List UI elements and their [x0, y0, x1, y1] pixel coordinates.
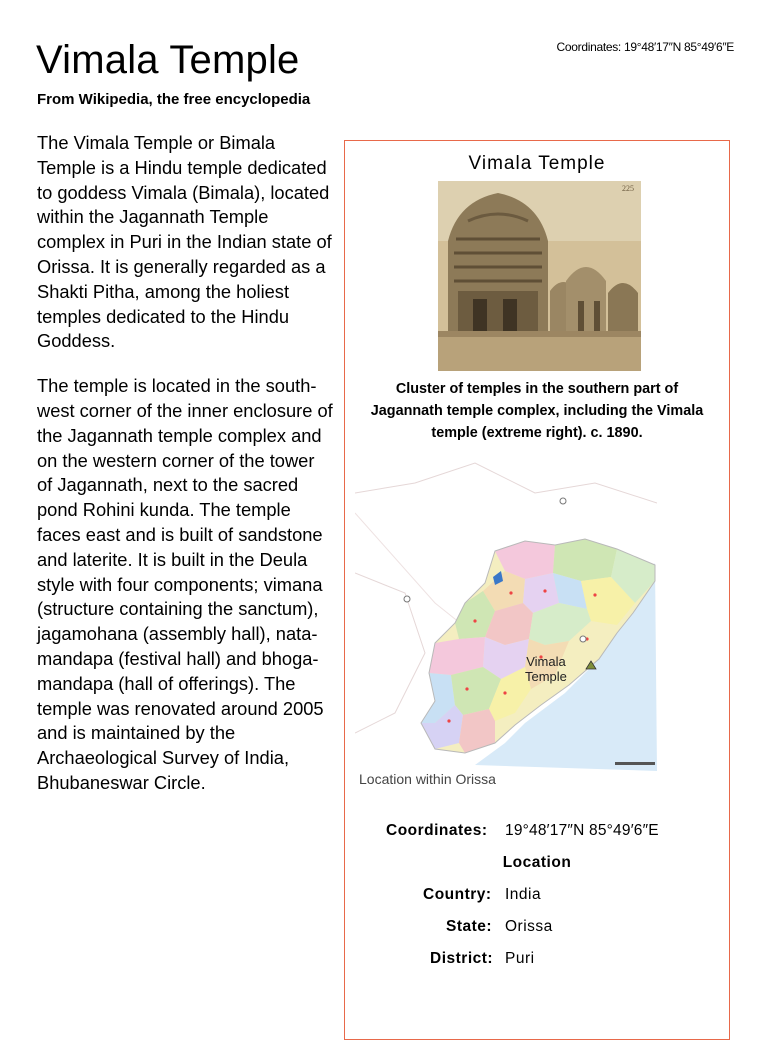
state-label: State:	[446, 918, 493, 935]
map-marker-label	[525, 654, 567, 684]
coordinates-value[interactable]: 19°48′17″N 85°49′6″E	[505, 822, 659, 839]
map-caption: Location within Orissa	[359, 771, 496, 787]
page-subtitle: From Wikipedia, the free encyclopedia	[37, 91, 311, 108]
location-map[interactable]	[355, 453, 657, 771]
country-label: Country:	[423, 886, 492, 903]
map-label-line: Vimala	[526, 654, 566, 669]
country-value[interactable]: India	[505, 886, 542, 903]
district-value[interactable]: Puri	[505, 950, 535, 967]
coordinates-label: Coordinates:	[386, 822, 488, 839]
infobox-title: Vimala Temple	[468, 153, 606, 174]
infobox	[344, 140, 730, 1040]
photo-caption: Cluster of temples in the southern part of Jagannath temple complex, including the Vimala temple (extreme right). c. 1890.	[370, 381, 704, 441]
map-label-line: Temple	[525, 669, 567, 684]
temple-photo[interactable]	[438, 181, 641, 371]
location-heading: Location	[502, 854, 572, 871]
state-value[interactable]: Orissa	[505, 918, 553, 935]
svg-text:225: 225	[622, 184, 634, 193]
coordinates-link[interactable]: Coordinates: 19°48′17″N 85°49′6″E	[556, 40, 734, 54]
article-paragraph: The Vimala Temple or Bimala Temple is a Hindu temple dedicated to goddess Vimala (Bimala), located within the Jagannath Temple complex in Puri in the Indian state of Orissa. It is generally regarded as a Shakti Pitha, among the holiest temples dedicated to the Hindu Goddess.	[37, 132, 332, 352]
article-paragraph: The temple is located in the south-west corner of the inner enclosure of the Jagannath temple complex and on the western corner of the tower of Jagannath, next to the sacred pond Rohini kunda. The temple faces east and is built of sandstone and laterite. It is built in the Deula style with four components; vimana (structure containing the sanctum), jagamohana (assembly hall), nata-mandapa (festival hall) and bhoga-mandapa (hall of offerings). The temple was renovated around 2005 and is maintained by the Archaeological Survey of India, Bhubaneswar Circle.	[37, 375, 333, 793]
page-title: Vimala Temple	[36, 38, 300, 82]
article-body	[37, 131, 333, 816]
district-label: District:	[430, 950, 494, 967]
